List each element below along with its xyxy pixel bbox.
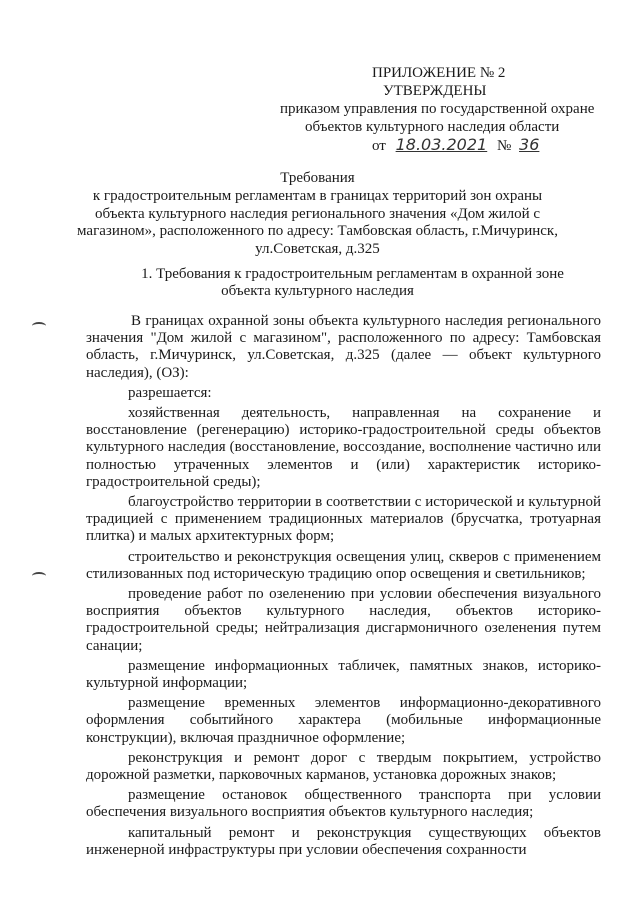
title-line-2: объекта культурного наследия регионального значения «Дом жилой с: [94, 206, 541, 222]
punch-hole-mark: [32, 322, 46, 330]
handwritten-date: 18.03.2021: [395, 135, 488, 154]
paragraph: хозяйственная деятельность, направленная на сохранение и восстановление (регенерацию) историко-градостроительной среды объектов культурного наследия (восстановление, воссоздание, восполнение частично или полностью утраченных элементов и (или) характеристик историко-градостроительной среды);: [86, 405, 601, 490]
title-line-1: к градостроительным регламентам в границах территорий зон охраны: [92, 188, 543, 204]
body-text: [86, 313, 601, 862]
paragraph: проведение работ по озеленению при условии обеспечения визуального восприятия объектов культурного наследия, объектов историко-градостроительной среды; нейтрализация дисгармоничного озеленения путем санации;: [86, 586, 601, 654]
handwritten-number: 36: [519, 135, 540, 154]
paragraph: размещение информационных табличек, памятных знаков, историко-культурной информации;: [86, 657, 601, 692]
title-line-3: магазином», расположенного по адресу: Тамбовская область, г.Мичуринск,: [77, 223, 558, 239]
order-line-2: объектов культурного наследия области: [305, 119, 560, 135]
paragraph: реконструкция и ремонт дорог с твердым покрытием, устройство дорожной разметки, парковочных карманов, установка дорожных знаков;: [86, 749, 601, 784]
section-heading-line-1: 1. Требования к градостроительным регламентам в охранной зоне: [141, 266, 564, 282]
appendix-label: ПРИЛОЖЕНИЕ № 2: [372, 65, 506, 81]
order-line-1: приказом управления по государственной охране: [280, 101, 595, 117]
section-heading-line-2: объекта культурного наследия: [221, 283, 414, 299]
paragraph: В границах охранной зоны объекта культурного наследия регионального значения "Дом жилой с магазином", расположенного по адресу: Тамбовская область, г.Мичуринск, ул.Советская, д.325 (далее — объект культурного наследия), (ОЗ):: [86, 313, 601, 381]
paragraph: разрешается:: [128, 384, 212, 401]
number-prefix: №: [496, 138, 512, 154]
punch-hole-mark: [32, 572, 46, 580]
paragraph: благоустройство территории в соответствии с исторической и культурной традицией с применением традиционных материалов (брусчатка, тротуарная плитка) и малых архитектурных форм;: [86, 494, 601, 545]
paragraph: размещение остановок общественного транспорта при условии обеспечения визуального восприятия объектов культурного наследия;: [86, 787, 601, 821]
paragraph: размещение временных элементов информационно-декоративного оформления событийного характера (мобильные информационные конструкции), включая праздничное оформление;: [86, 695, 601, 746]
title-heading: Требования: [280, 170, 355, 186]
date-prefix: от: [372, 138, 386, 154]
approved-label: УТВЕРЖДЕНЫ: [383, 83, 487, 99]
paragraph: капитальный ремонт и реконструкция существующих объектов инженерной инфраструктуры при условии обеспечения сохранности: [86, 824, 601, 858]
title-line-4: ул.Советская, д.325: [255, 241, 380, 257]
paragraph: строительство и реконструкция освещения улиц, скверов с применением стилизованных под историческую традицию опор освещения и светильников;: [86, 548, 601, 582]
order-date-line: [372, 136, 539, 155]
